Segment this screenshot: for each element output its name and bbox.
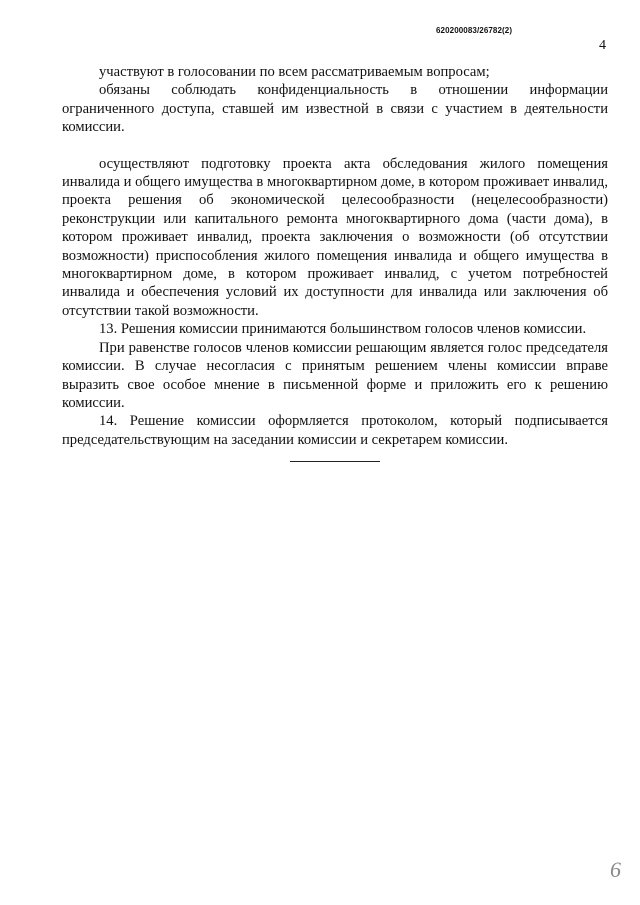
paragraph-item-14: 14. Решение комиссии оформляется протоколом, который подписывается председательствующим на заседании комиссии и секретарем комиссии. [62,413,608,448]
paragraph-equal-votes: При равенстве голосов членов комиссии решающим является голос председателя комиссии. В случае несогласия с принятым решением члены комиссии вправе выразить свое особое мнение в письменной форме и приложить его к решению комиссии. [62,339,608,411]
paragraph-voting: участвуют в голосовании по всем рассматриваемым вопросам; [99,64,490,80]
page-number: 4 [599,38,606,53]
document-id: 620200083/26782(2) [436,26,513,35]
document-body [62,63,608,449]
handwritten-page-mark: 6 [610,857,621,882]
paragraph-confidentiality: обязаны соблюдать конфиденциальность в отношении информации ограниченного доступа, ставшей им известной в связи с участием в деятельности комиссии. [62,82,608,136]
paragraph-item-13: 13. Решения комиссии принимаются большинством голосов членов комиссии. [99,321,587,338]
end-separator-line [290,461,380,462]
paragraph-preparation: осуществляют подготовку проекта акта обследования жилого помещения инвалида и общего имущества в многоквартирном доме, в котором проживает инвалид, проекта решения об экономической целесообразности (нецелесообразности) реконструкции или капитального ремонта многоквартирного дома (части дома), в котором проживает инвалид, проекта заключения о возможности (об отсутствии возможности) приспособления жилого помещения инвалида и общего имущества в многоквартирном доме, в котором проживает инвалид, с учетом потребностей инвалида и обеспечения условий их доступности для инвалида или заключения об отсутствии такой возможности. [62,155,608,319]
